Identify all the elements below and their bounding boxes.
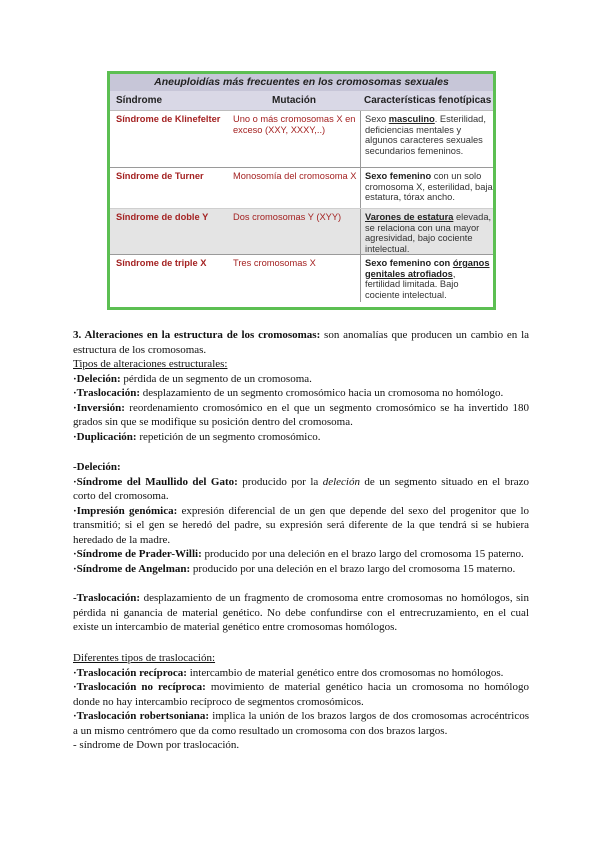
traslocacion-intro	[73, 591, 529, 635]
term: ·Traslocación robertsoniana:	[73, 710, 210, 722]
features-lead: Sexo femenino	[365, 171, 432, 181]
list-item	[73, 504, 529, 548]
desc: expresión diferencial de un gen que depende del sexo del progenitor que lo transmitió; si el gen se heredó del padre, su expresión será diferente de la que tendrá si se hubiera heredado de la madre.	[73, 504, 530, 546]
table-title: Aneuploidías más frecuentes en los cromosomas sexuales	[110, 74, 493, 91]
list-item	[73, 547, 529, 562]
features-lead: Sexo femenino con	[365, 258, 453, 268]
delecion-section	[73, 460, 529, 576]
syndrome-cell: Síndrome de Klinefelter	[116, 114, 221, 124]
list-item	[73, 386, 529, 401]
desc-after: de un segmento situado en el brazo corto del cromosoma.	[73, 475, 530, 502]
term: ·Duplicación:	[73, 430, 137, 443]
syndrome-cell: Síndrome de doble Y	[116, 212, 209, 222]
term: ·Síndrome de Prader-Willi:	[73, 548, 202, 560]
header-features: Características fenotípicas	[364, 95, 492, 106]
section-3	[73, 328, 529, 444]
list-item	[73, 680, 529, 709]
term: ·Síndrome de Angelman:	[73, 562, 191, 575]
features-keyword: órganos genitales atrofiados	[365, 258, 490, 279]
traslocacion-types-title: Diferentes tipos de traslocación:	[73, 652, 216, 664]
list-item	[73, 401, 529, 430]
term: ·Inversión:	[73, 401, 125, 414]
aneuploidy-table	[110, 74, 493, 307]
desc: producido por la	[237, 475, 323, 488]
features-rest: elevada, se relaciona con una mayor agresividad, bajo cociente intelectual.	[365, 212, 492, 254]
table-row	[110, 209, 493, 255]
term: ·Síndrome del Maullido del Gato:	[73, 475, 238, 488]
desc: producido por una deleción en el brazo largo del cromosoma 15 materno.	[190, 562, 516, 575]
mutation-cell: Dos cromosomas Y (XYY)	[233, 212, 342, 222]
features-keyword: masculino	[388, 114, 435, 124]
features-rest: . Esterilidad, deficiencias mentales y algunos caracteres sexuales secundarios femeninos.	[365, 114, 486, 156]
features-rest: con un solo cromosoma X, esterilidad, baja estatura, tórax ancho.	[365, 171, 493, 202]
mutation-cell: Monosomía del cromosoma X	[233, 171, 357, 181]
header-mutation: Mutación	[272, 95, 316, 106]
features-rest: , fertilidad limitada. Bajo cociente intelectual.	[365, 268, 459, 300]
section-3-intro-text: son anomalías que producen un cambio en la estructura de los cromosomas.	[73, 329, 530, 356]
delecion-heading: -Deleción:	[73, 461, 121, 473]
desc: repetición de un segmento cromosómico.	[136, 430, 321, 443]
header-syndrome: Síndrome	[116, 95, 163, 106]
features-lead: Sexo	[365, 114, 389, 124]
desc: desplazamiento de un segmento cromosómico hacia un cromosoma no homólogo.	[140, 387, 504, 399]
traslocacion-text: desplazamiento de un fragmento de cromosoma entre cromosomas no homólogos, sin pérdida ni ganancia de material genético. No debe confundirse con el entrecruzamiento, en el cual existe un intercambio de material genético entre cromosomas homólogos.	[73, 592, 529, 633]
features-cell	[360, 168, 493, 208]
section-3-heading: 3. Alteraciones en la estructura de los cromosomas:	[73, 329, 321, 341]
term: ·Traslocación:	[73, 387, 141, 399]
table-row	[110, 168, 493, 209]
list-item	[73, 475, 529, 504]
types-list	[73, 651, 529, 666]
traslocacion-section	[73, 591, 529, 635]
term: ·Impresión genómica:	[73, 504, 178, 517]
section-3-intro	[73, 328, 529, 357]
term: ·Traslocación recíproca:	[73, 666, 187, 679]
features-cell	[360, 111, 493, 167]
types-title: Tipos de alteraciones estructurales:	[73, 358, 228, 370]
list-item	[73, 460, 529, 475]
syndrome-cell: Síndrome de Turner	[116, 171, 204, 181]
term: ·Traslocación no recíproca:	[73, 681, 206, 693]
mutation-cell: Tres cromosomas X	[233, 258, 316, 268]
traslocacion-heading: -Traslocación:	[73, 592, 141, 604]
list-item	[73, 666, 529, 681]
desc: pérdida de un segmento de un cromosoma.	[120, 372, 312, 385]
features-cell	[360, 255, 493, 302]
table-row	[110, 255, 493, 302]
term: ·Deleción:	[73, 372, 121, 385]
footnote: - síndrome de Down por traslocación.	[73, 739, 240, 751]
desc: movimiento de material genético hacia un cromosoma no homólogo donde no hay intercambio recíproco de segmentos cromosómicos.	[73, 681, 529, 708]
desc: reordenamiento cromosómico en el que un segmento cromosómico se ha invertido 180 grados sin que se modifique su posición dentro del cromosoma.	[73, 401, 529, 428]
desc: intercambio de material genético entre dos cromosomas no homólogos.	[186, 666, 504, 679]
list-item	[73, 430, 529, 445]
features-cell	[360, 209, 493, 254]
desc: producido por una deleción en el brazo largo del cromosoma 15 paterno.	[201, 548, 524, 560]
list-item	[73, 372, 529, 387]
mutation-cell: Uno o más cromosomas X en exceso (XXY, XXXY,..)	[233, 114, 356, 135]
syndrome-cell: Síndrome de triple X	[116, 258, 207, 268]
list-item	[73, 562, 529, 577]
desc-italic: deleción	[322, 475, 360, 488]
traslocacion-types	[73, 651, 529, 753]
types-list	[73, 357, 529, 372]
desc: implica la unión de los brazos largos de dos cromosomas acrocéntricos a un mismo centrómero que da como resultado un cromosoma con dos brazos largos.	[73, 710, 530, 737]
features-lead: Varones de estatura	[365, 212, 454, 222]
aneuploidy-table-figure	[107, 71, 496, 310]
list-item	[73, 709, 529, 738]
table-row	[110, 111, 493, 168]
table-header-row	[110, 91, 493, 111]
